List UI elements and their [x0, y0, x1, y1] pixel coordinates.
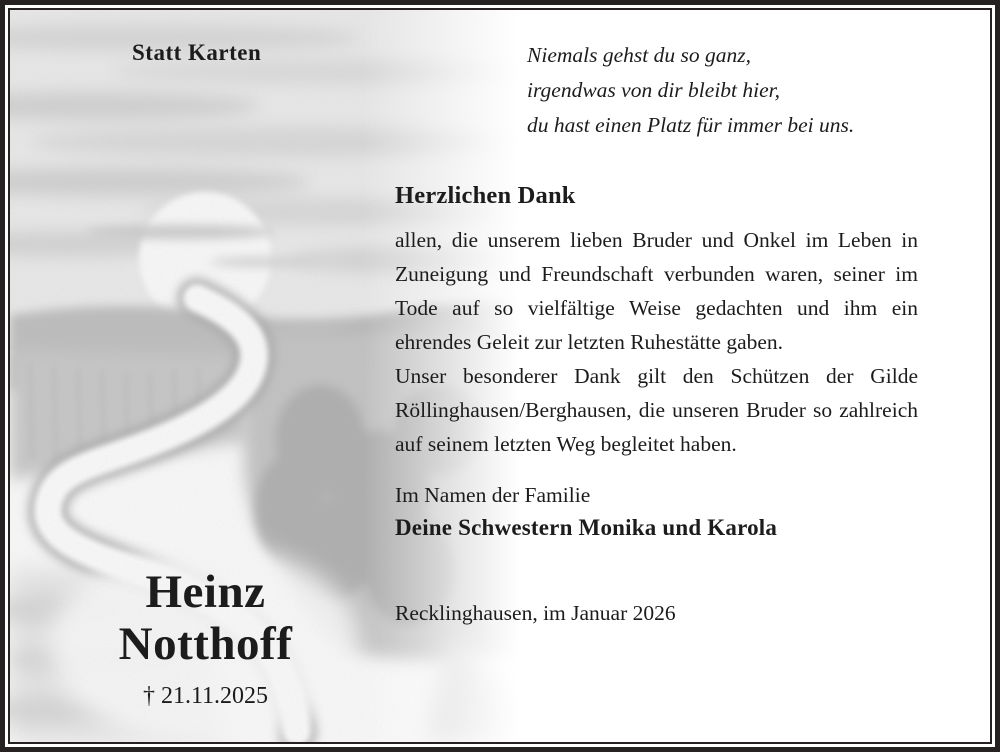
- memorial-verse: [527, 38, 854, 143]
- verse-line: irgendwas von dir bleibt hier,: [527, 78, 781, 102]
- verse-line: du hast einen Platz für immer bei uns.: [527, 113, 855, 137]
- deceased-name-block: [63, 566, 348, 710]
- statt-karten-label: Statt Karten: [132, 40, 262, 65]
- death-date: † 21.11.2025: [142, 683, 269, 709]
- thanks-heading: Herzlichen Dank: [395, 182, 576, 209]
- verse-line: Niemals gehst du so ganz,: [527, 43, 751, 67]
- thanks-column: [395, 182, 918, 626]
- place-and-date: Recklinghausen, im Januar 2026: [395, 601, 676, 625]
- deceased-first-name: Heinz: [145, 566, 266, 618]
- family-names: Deine Schwestern Monika und Karola: [395, 515, 778, 540]
- family-intro: Im Namen der Familie: [395, 483, 591, 507]
- thanks-paragraph-1: allen, die unserem lieben Bruder und Onkel im Leben in Zuneigung und Freundschaft verbunden waren, seiner im Tode auf so vielfältige Weise gedachten und ihm ein ehrendes Geleit zur letzten Ruhestätte gaben.: [395, 228, 918, 354]
- thanks-paragraph-2: Unser besonderer Dank gilt den Schützen der Gilde Röllinghausen/Berghausen, die unseren Bruder so zahlreich auf seinem letzten Weg begleitet haben.: [395, 364, 918, 456]
- deceased-last-name: Notthoff: [118, 618, 293, 670]
